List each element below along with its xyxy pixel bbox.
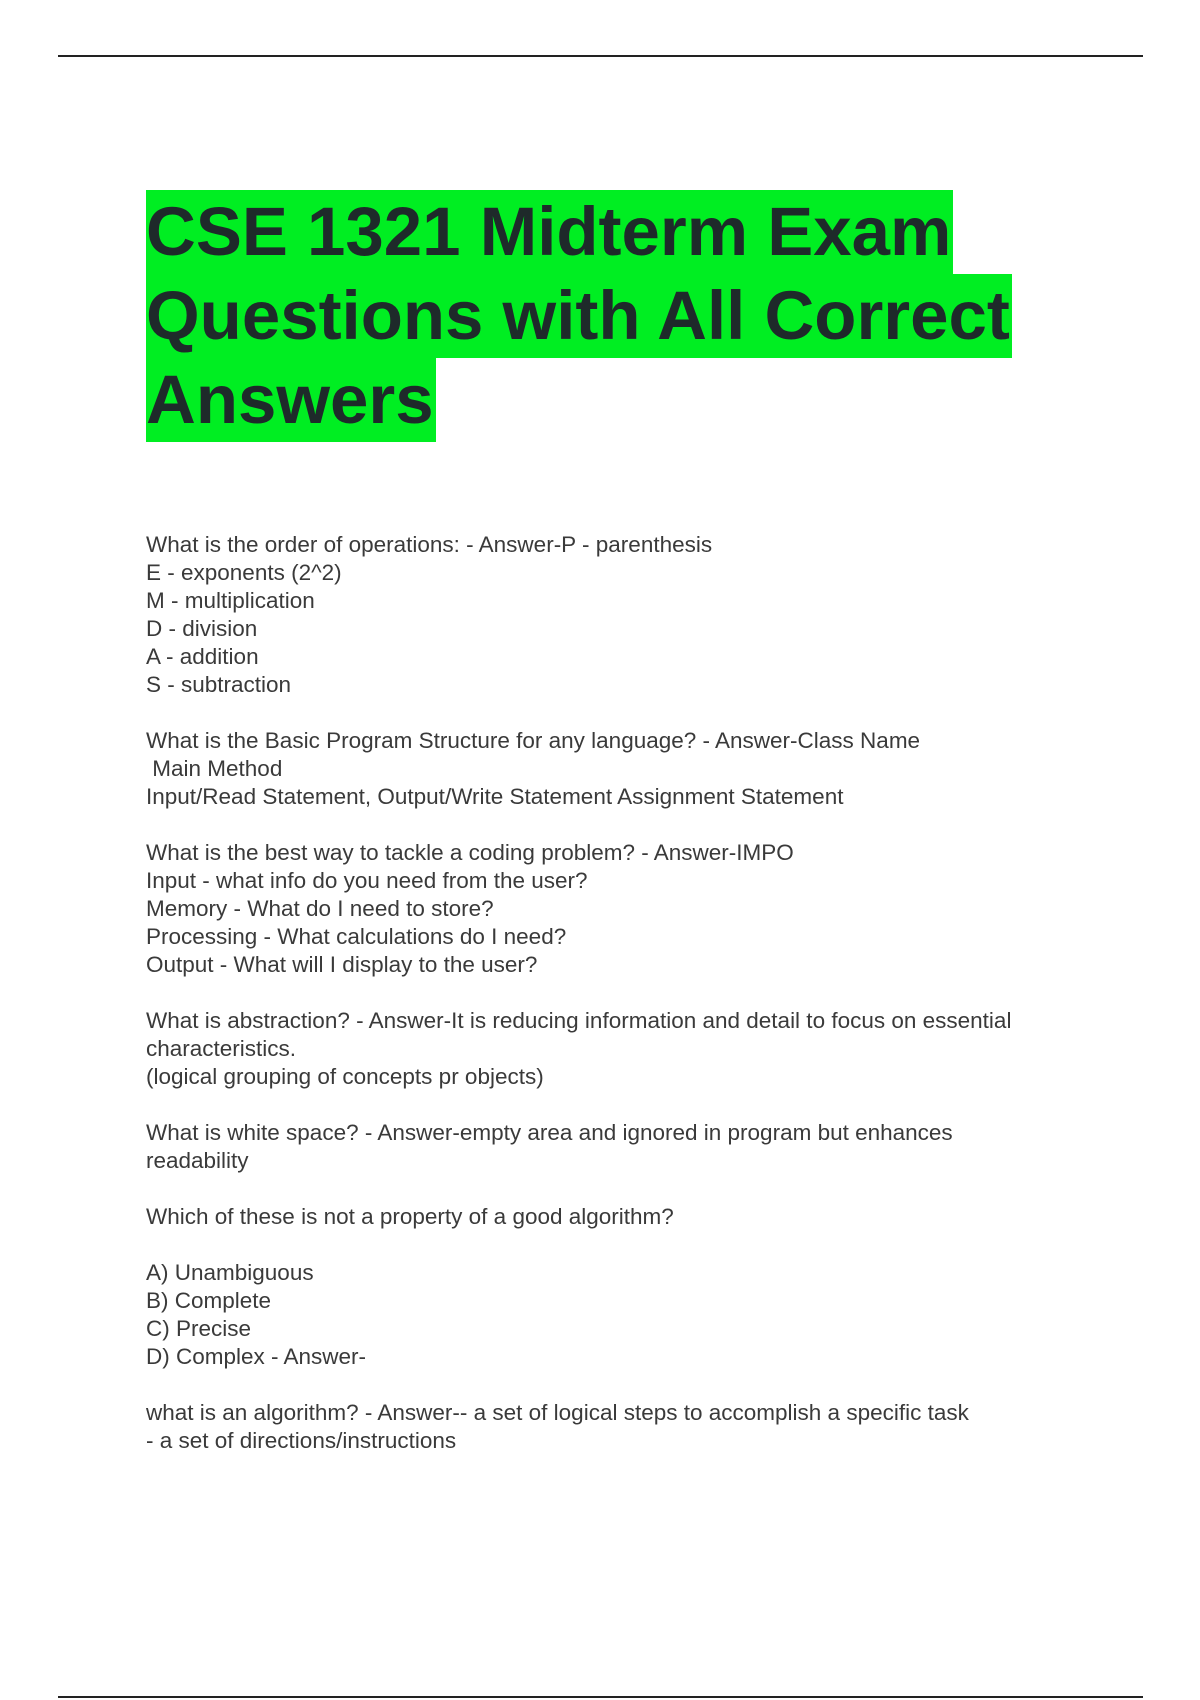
qa-order-of-operations bbox=[146, 531, 1106, 699]
qa-algorithm-property-options bbox=[146, 1259, 1106, 1371]
text-line: (logical grouping of concepts pr objects) bbox=[146, 1064, 544, 1089]
qa-white-space bbox=[146, 1119, 1106, 1175]
bottom-rule bbox=[58, 1696, 1143, 1698]
text-line: E - exponents (2^2) bbox=[146, 560, 342, 585]
text-line: What is the best way to tackle a coding problem? - Answer-IMPO bbox=[146, 840, 794, 865]
document-body bbox=[146, 531, 1106, 1483]
qa-program-structure bbox=[146, 727, 1106, 811]
text-line: What is the order of operations: - Answer-P - parenthesis bbox=[146, 532, 713, 557]
text-line: D - division bbox=[146, 616, 258, 641]
document-title bbox=[146, 190, 1106, 442]
text-line: Main Method bbox=[146, 756, 283, 781]
text-line: readability bbox=[146, 1148, 249, 1173]
text-line: Which of these is not a property of a good algorithm? bbox=[146, 1204, 674, 1229]
text-line: characteristics. bbox=[146, 1036, 297, 1061]
text-line: Output - What will I display to the user? bbox=[146, 952, 538, 977]
qa-algorithm-definition bbox=[146, 1399, 1106, 1455]
text-line: - a set of directions/instructions bbox=[146, 1428, 457, 1453]
top-rule bbox=[58, 55, 1143, 57]
text-line: D) Complex - Answer- bbox=[146, 1344, 367, 1369]
text-line: C) Precise bbox=[146, 1316, 252, 1341]
text-line: Input - what info do you need from the user? bbox=[146, 868, 588, 893]
text-line: S - subtraction bbox=[146, 672, 292, 697]
qa-abstraction bbox=[146, 1007, 1106, 1091]
text-line: Processing - What calculations do I need? bbox=[146, 924, 567, 949]
qa-algorithm-property-question bbox=[146, 1203, 1106, 1231]
text-line: A) Unambiguous bbox=[146, 1260, 314, 1285]
text-line: M - multiplication bbox=[146, 588, 315, 613]
qa-coding-problem bbox=[146, 839, 1106, 979]
text-line: What is the Basic Program Structure for any language? - Answer-Class Name bbox=[146, 728, 921, 753]
text-line: what is an algorithm? - Answer-- a set of logical steps to accomplish a specific task bbox=[146, 1400, 969, 1425]
text-line: Input/Read Statement, Output/Write Statement Assignment Statement bbox=[146, 784, 844, 809]
text-line: Memory - What do I need to store? bbox=[146, 896, 494, 921]
text-line: What is white space? - Answer-empty area and ignored in program but enhances bbox=[146, 1120, 953, 1145]
title-line-1: CSE 1321 Midterm Exam bbox=[146, 190, 953, 274]
text-line: B) Complete bbox=[146, 1288, 272, 1313]
text-line: A - addition bbox=[146, 644, 259, 669]
text-line: What is abstraction? - Answer-It is reducing information and detail to focus on essential bbox=[146, 1008, 1012, 1033]
title-line-2: Questions with All Correct bbox=[146, 274, 1012, 358]
title-line-3: Answers bbox=[146, 358, 436, 442]
